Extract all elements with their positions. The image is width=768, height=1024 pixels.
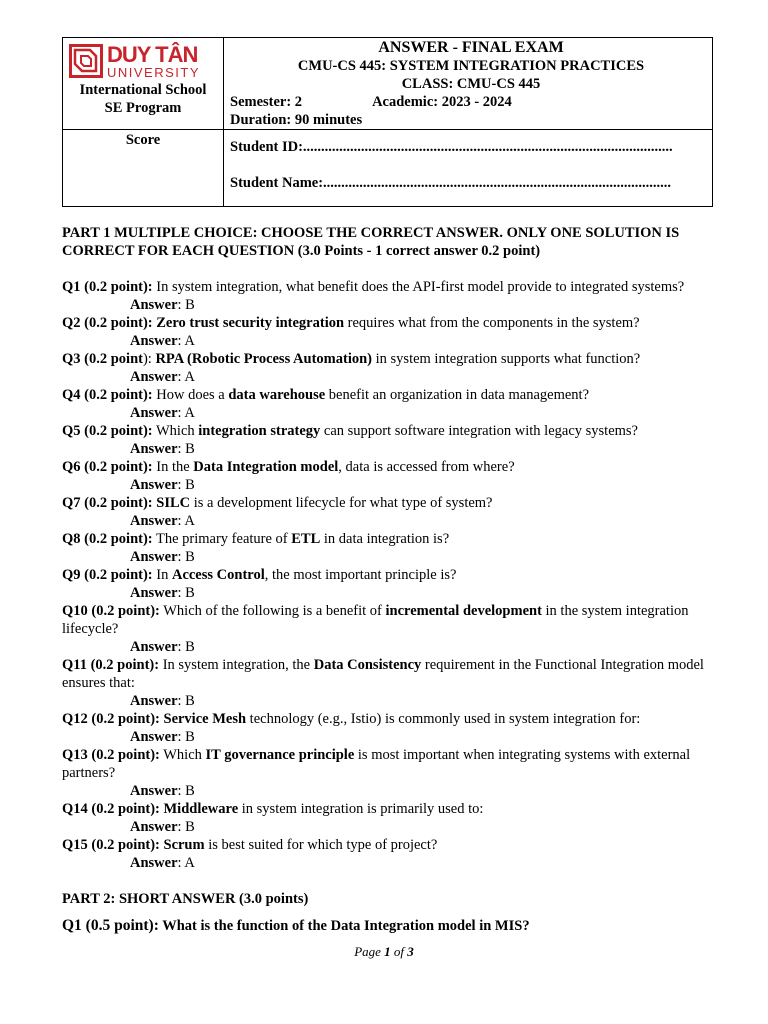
course-name: CMU-CS 445: SYSTEM INTEGRATION PRACTICES [297, 58, 645, 74]
school-cell [63, 38, 224, 130]
question-item [62, 836, 716, 854]
question-text-pre: Which [159, 747, 206, 763]
answer-value: : B [177, 783, 195, 799]
page-word: Page [354, 944, 385, 959]
question-item [62, 656, 716, 692]
question-text-post: technology (e.g., Istio) is commonly used in system integration for: [246, 711, 641, 727]
student-info-cell [224, 130, 713, 207]
page-total: 3 [407, 944, 414, 959]
page-footer [0, 944, 768, 960]
duration: Duration: 90 minutes [230, 112, 363, 128]
answer-label: Answer [130, 855, 178, 871]
question-label: Q4 (0.2 point): [62, 387, 153, 403]
answer-line [62, 728, 716, 746]
answer-label: Answer [130, 729, 178, 745]
answer-line [62, 440, 716, 458]
question-text-post: requires what from the components in the system? [344, 315, 640, 331]
answer-value: : B [177, 549, 195, 565]
logo-emblem-icon [69, 44, 103, 78]
question-keyword: Zero trust security integration [156, 315, 345, 331]
question-item [62, 314, 716, 332]
school-name: International School [79, 82, 207, 98]
logo-subtitle: UNIVERSITY [107, 64, 201, 80]
semester: Semester: 2 [230, 94, 303, 110]
question-item [62, 602, 716, 638]
answer-label: Answer [130, 297, 178, 313]
program-name: SE Program [104, 100, 182, 116]
logo-name: DUY TÂN [107, 41, 198, 67]
question-text-pre: In system integration, what benefit does the API-first model provide to integrated systems? [152, 279, 685, 295]
answer-value: : B [177, 297, 195, 313]
answer-value: : B [177, 729, 195, 745]
question-label: Q10 (0.2 point): [62, 603, 160, 619]
answer-value: : B [177, 819, 195, 835]
exam-title: ANSWER - FINAL EXAM [378, 39, 564, 56]
question-text-post: is a development lifecycle for what type of system? [190, 495, 493, 511]
question-keyword: data warehouse [228, 387, 326, 403]
question-text-post: can support software integration with legacy systems? [320, 423, 638, 439]
answer-label: Answer [130, 819, 178, 835]
answer-label: Answer [130, 477, 178, 493]
answer-line [62, 368, 716, 386]
question-text-pre: ): [142, 351, 156, 367]
question-item [62, 800, 716, 818]
question-text-pre: In system integration, the [159, 657, 314, 673]
answer-value: : B [177, 693, 195, 709]
answer-line [62, 512, 716, 530]
score-label: Score [125, 132, 161, 148]
answer-line [62, 404, 716, 422]
answer-label: Answer [130, 549, 178, 565]
page-number: 1 [384, 944, 391, 959]
question-label: Q8 (0.2 point): [62, 531, 153, 547]
answer-label: Answer [130, 333, 178, 349]
question-label: Q13 (0.2 point): [62, 747, 160, 763]
question-keyword: RPA (Robotic Process Automation) [155, 351, 372, 367]
question-keyword: Service Mesh [163, 711, 247, 727]
question-label: Q11 (0.2 point): [62, 657, 160, 673]
answer-label: Answer [130, 693, 178, 709]
answer-label: Answer [130, 441, 178, 457]
question-item [62, 746, 716, 782]
question-text-post: requirement in the Functional Integration model ensures that: [62, 657, 704, 691]
exam-info-cell [224, 38, 713, 130]
answer-label: Answer [130, 513, 178, 529]
answer-value: : A [177, 405, 195, 421]
question-item [62, 710, 716, 728]
answer-value: : A [177, 333, 195, 349]
question-item [62, 350, 716, 368]
question-text-pre: Which [152, 423, 199, 439]
question-text-post: in data integration is? [320, 531, 450, 547]
question-item [62, 566, 716, 584]
question-keyword: Data Consistency [313, 657, 422, 673]
answer-label: Answer [130, 369, 178, 385]
question-list [62, 278, 716, 872]
class-name: CLASS: CMU-CS 445 [401, 76, 541, 92]
question-item [62, 278, 716, 296]
answer-value: : B [177, 639, 195, 655]
university-logo [63, 38, 223, 81]
answer-line [62, 782, 716, 800]
question-text-post: is best suited for which type of project? [204, 837, 438, 853]
question-text-post: in the system integration lifecycle? [62, 603, 689, 637]
question-text-pre: Which of the following is a benefit of [159, 603, 386, 619]
academic-year: Academic: 2023 - 2024 [372, 94, 512, 110]
question-item [62, 386, 716, 404]
question-label: Q9 (0.2 point): [62, 567, 153, 583]
part2-q1-text: What is the function of the Data Integration model in MIS? [158, 918, 530, 934]
answer-line [62, 854, 716, 872]
question-label: Q12 (0.2 point): [62, 711, 160, 727]
question-text-pre: The primary feature of [152, 531, 292, 547]
question-text-pre: In [152, 567, 172, 583]
answer-line [62, 332, 716, 350]
answer-label: Answer [130, 585, 178, 601]
answer-line [62, 818, 716, 836]
question-label: Q2 (0.2 point): [62, 315, 153, 331]
question-keyword: incremental development [385, 603, 542, 619]
answer-line [62, 584, 716, 602]
question-label: Q5 (0.2 point): [62, 423, 153, 439]
question-label: Q3 (0.2 point [62, 351, 143, 367]
student-id-field: Student ID:...................................................................................................... [230, 139, 673, 155]
question-text-pre: How does a [152, 387, 229, 403]
part2-question-1 [62, 917, 716, 935]
question-keyword: Middleware [163, 801, 239, 817]
answer-line [62, 296, 716, 314]
of-word: of [390, 944, 408, 959]
part2-heading: PART 2: SHORT ANSWER (3.0 points) [62, 891, 309, 907]
answer-value: : B [177, 477, 195, 493]
question-text-post: is most important when integrating systems with external partners? [62, 747, 691, 781]
question-item [62, 530, 716, 548]
question-label: Q6 (0.2 point): [62, 459, 153, 475]
question-text-post: in system integration is primarily used to: [238, 801, 484, 817]
question-keyword: Data Integration model [193, 459, 339, 475]
question-item [62, 422, 716, 440]
question-keyword: IT governance principle [205, 747, 355, 763]
question-keyword: SILC [156, 495, 191, 511]
question-text-post: in system integration supports what function? [372, 351, 641, 367]
part1-heading: PART 1 MULTIPLE CHOICE: CHOOSE THE CORRECT ANSWER. ONLY ONE SOLUTION IS CORRECT FOR EACH QUESTION (3.0 Points - 1 correct answer 0.2 point) [62, 225, 680, 259]
question-item [62, 458, 716, 476]
answer-value: : A [177, 855, 195, 871]
answer-line [62, 548, 716, 566]
question-label: Q1 (0.2 point): [62, 279, 153, 295]
question-label: Q7 (0.2 point): [62, 495, 153, 511]
question-label: Q15 (0.2 point): [62, 837, 160, 853]
answer-value: : B [177, 441, 195, 457]
exam-content [62, 224, 716, 935]
answer-label: Answer [130, 783, 178, 799]
score-cell [63, 130, 224, 207]
question-keyword: Scrum [163, 837, 205, 853]
answer-line [62, 692, 716, 710]
answer-label: Answer [130, 639, 178, 655]
answer-value: : A [177, 513, 195, 529]
exam-header-table [62, 37, 713, 207]
part2-q1-label: Q1 (0.5 point): [62, 917, 159, 934]
answer-value: : B [177, 585, 195, 601]
question-text-post: benefit an organization in data management? [325, 387, 590, 403]
question-item [62, 494, 716, 512]
question-text-post: , the most important principle is? [264, 567, 457, 583]
question-text-pre: In the [152, 459, 194, 475]
answer-value: : A [177, 369, 195, 385]
question-label: Q14 (0.2 point): [62, 801, 160, 817]
question-keyword: Access Control [171, 567, 265, 583]
answer-line [62, 476, 716, 494]
question-text-post: , data is accessed from where? [338, 459, 515, 475]
question-keyword: integration strategy [198, 423, 321, 439]
answer-line [62, 638, 716, 656]
student-name-field: Student Name:................................................................................................ [230, 175, 672, 191]
question-keyword: ETL [291, 531, 321, 547]
answer-label: Answer [130, 405, 178, 421]
